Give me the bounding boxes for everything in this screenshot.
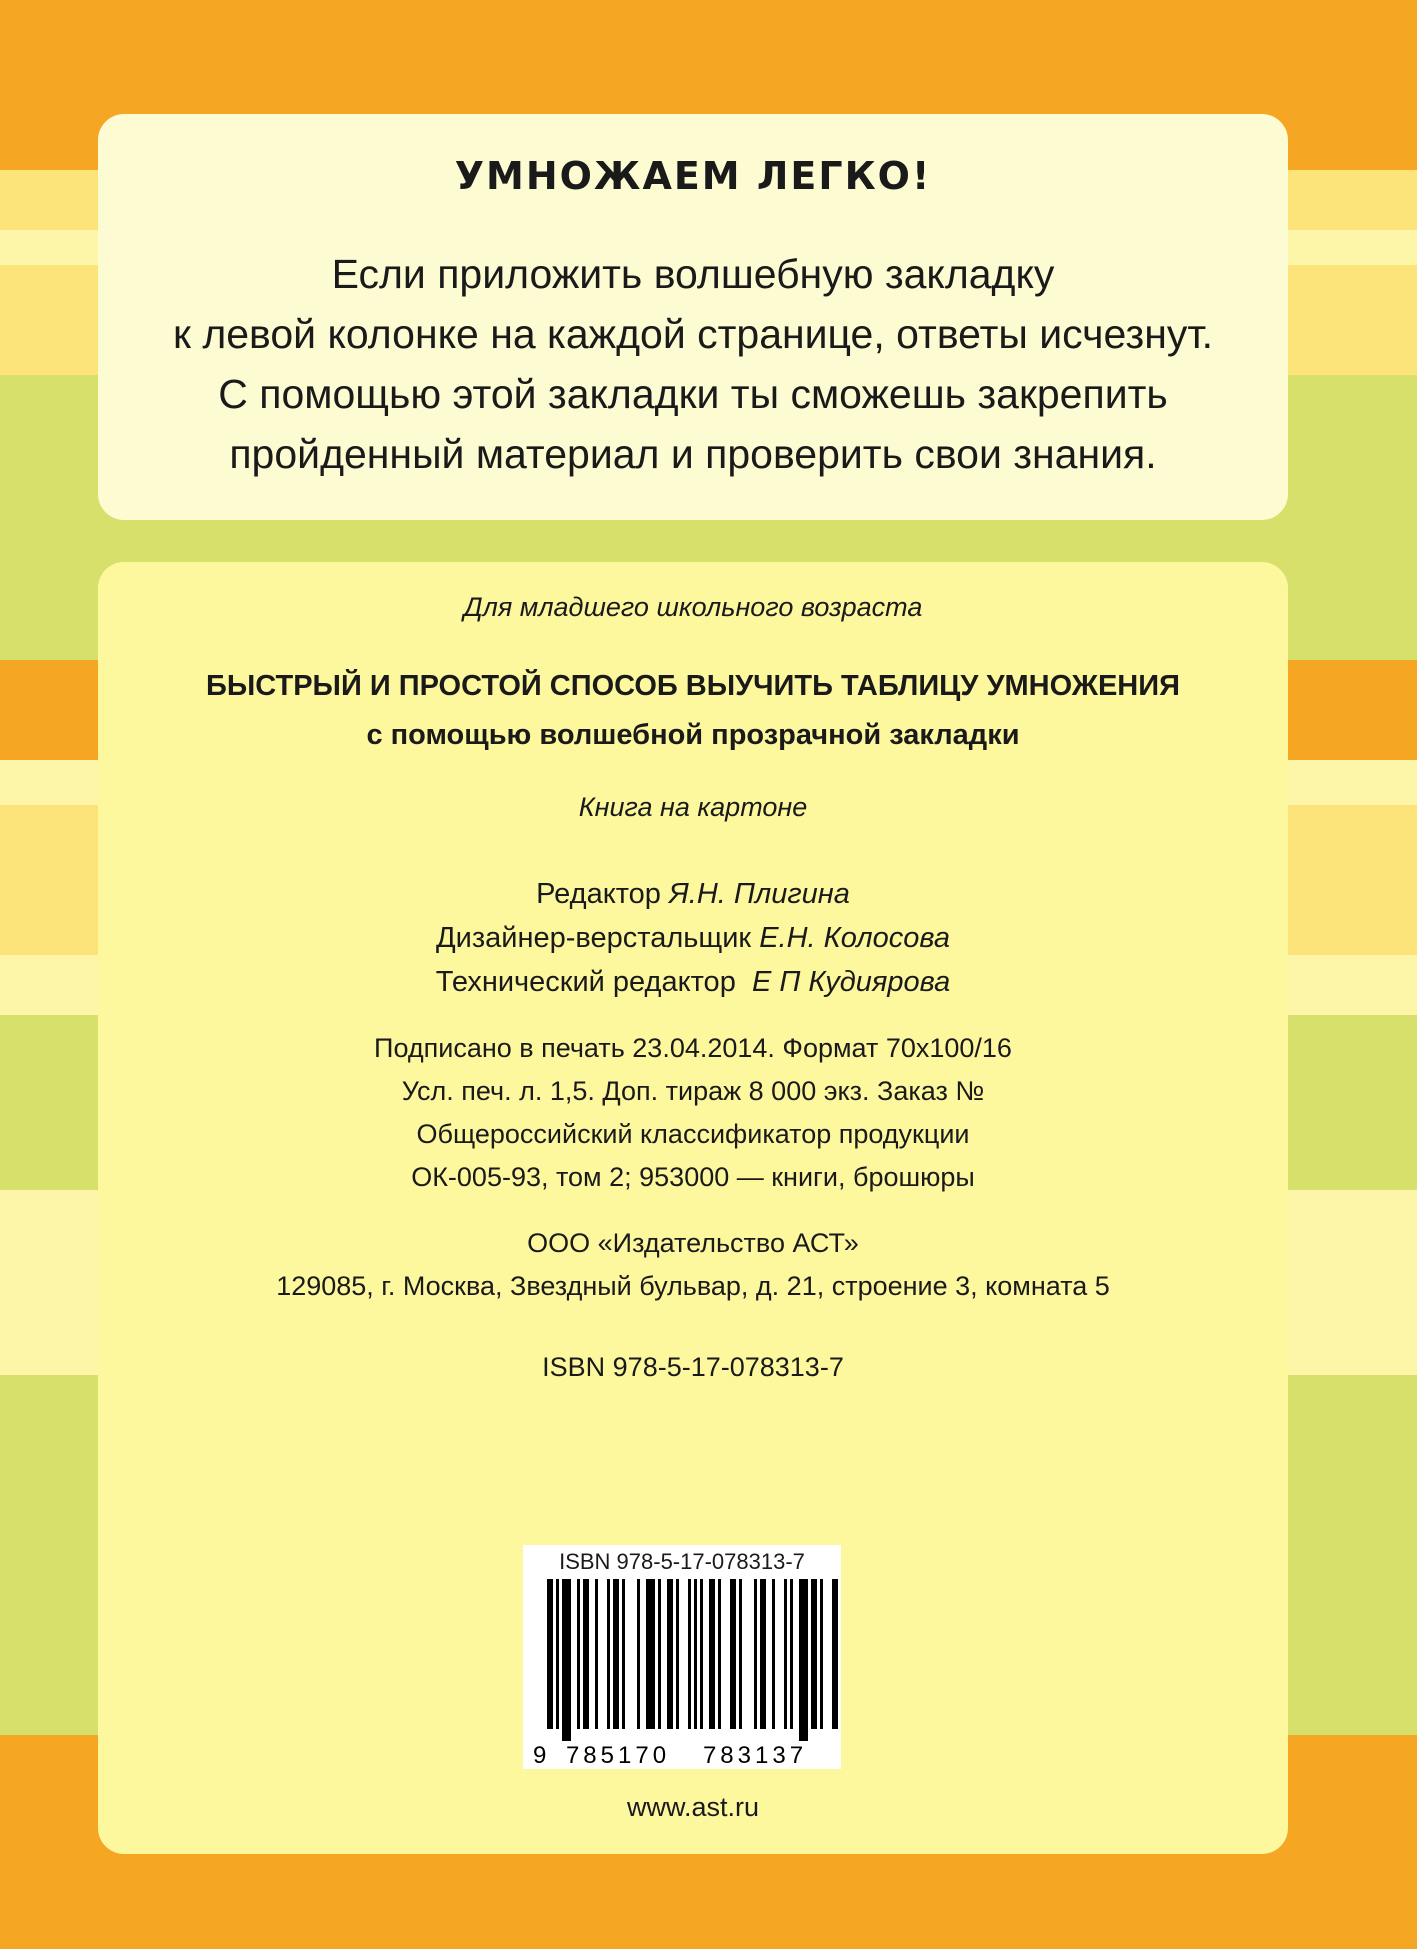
publisher-address: 129085, г. Москва, Звездный бульвар, д. 21, строение 3, комната 5 xyxy=(276,1271,1110,1301)
binding-type: Книга на картоне xyxy=(578,792,808,822)
book-title: БЫСТРЫЙ И ПРОСТОЙ СПОСОБ ВЫУЧИТЬ ТАБЛИЦУ УМНОЖЕНИЯ xyxy=(206,670,1180,702)
imprint-panel xyxy=(98,562,1288,1854)
barcode-bar xyxy=(790,1579,793,1729)
barcode-bar xyxy=(700,1579,703,1729)
barcode-bar xyxy=(556,1579,559,1729)
barcode-bar xyxy=(811,1579,817,1729)
credit-role: Дизайнер-верстальщик xyxy=(436,922,752,954)
barcode-bar xyxy=(676,1579,679,1729)
intro-text xyxy=(98,244,1288,484)
headline: УМНОЖАЕМ ЛЕГКО! xyxy=(454,154,932,198)
barcode-digits-left: 785170 xyxy=(565,1742,671,1769)
barcode-bar xyxy=(799,1579,808,1741)
barcode-bar xyxy=(667,1579,673,1729)
publisher-info xyxy=(98,1222,1288,1308)
print-line: Подписано в печать 23.04.2014. Формат 70x100/16 xyxy=(374,1033,1012,1063)
credit-tech-editor xyxy=(98,960,1288,1004)
print-line: Общероссийский классификатор продукции xyxy=(416,1119,970,1149)
barcode-bar xyxy=(820,1579,823,1729)
credits xyxy=(98,872,1288,1004)
barcode xyxy=(523,1545,841,1769)
barcode-bar xyxy=(658,1579,661,1729)
intro-line: к левой колонке на каждой странице, ответы исчезнут. xyxy=(173,311,1213,357)
book-subtitle: с помощью волшебной прозрачной закладки xyxy=(366,719,1020,751)
barcode-bar xyxy=(754,1579,757,1729)
barcode-bar xyxy=(718,1579,721,1729)
publisher-name: ООО «Издательство АСТ» xyxy=(527,1228,859,1258)
barcode-bar xyxy=(622,1579,625,1729)
credit-name: Я.Н. Плигина xyxy=(669,878,850,910)
barcode-bar xyxy=(709,1579,715,1729)
barcode-bar xyxy=(760,1579,766,1729)
barcode-digit-prefix: 9 xyxy=(533,1742,547,1769)
print-info xyxy=(98,1027,1288,1199)
barcode-bar xyxy=(583,1579,589,1729)
barcode-graphic xyxy=(523,1579,841,1769)
age-group: Для младшего школьного возраста xyxy=(463,592,923,622)
print-line: ОК-005-93, том 2; 953000 — книги, брошюры xyxy=(411,1162,975,1192)
barcode-bar xyxy=(694,1579,697,1729)
print-line: Усл. печ. л. 1,5. Доп. тираж 8 000 экз. Заказ № xyxy=(401,1076,985,1106)
barcode-bar xyxy=(832,1579,838,1729)
credit-editor xyxy=(98,872,1288,916)
barcode-bar xyxy=(562,1579,571,1741)
barcode-bar xyxy=(637,1579,640,1729)
barcode-bar xyxy=(613,1579,619,1729)
intro-line: С помощью этой закладки ты сможешь закрепить xyxy=(218,371,1168,417)
credit-role: Редактор xyxy=(536,878,661,910)
barcode-bar xyxy=(646,1579,655,1729)
credit-name: Е.Н. Колосова xyxy=(759,922,950,954)
barcode-bar xyxy=(688,1579,691,1729)
intro-panel xyxy=(98,114,1288,520)
credit-name: Е П Кудиярова xyxy=(751,966,951,998)
barcode-bar xyxy=(730,1579,736,1729)
barcode-bar xyxy=(595,1579,598,1729)
credit-role: Технический редактор xyxy=(435,966,736,998)
isbn-text: ISBN 978-5-17-078313-7 xyxy=(542,1352,844,1382)
intro-line: пройденный материал и проверить свои знания. xyxy=(229,431,1157,477)
barcode-bar xyxy=(784,1579,787,1729)
intro-line: Если приложить волшебную закладку xyxy=(331,251,1055,297)
barcode-bar xyxy=(547,1579,553,1729)
barcode-digits-right: 783137 xyxy=(702,1742,808,1769)
barcode-bar xyxy=(772,1579,775,1729)
credit-designer xyxy=(98,916,1288,960)
barcode-isbn-label: ISBN 978-5-17-078313-7 xyxy=(559,1549,805,1574)
barcode-bar xyxy=(607,1579,610,1729)
barcode-bar xyxy=(577,1579,580,1729)
website-url[interactable]: www.ast.ru xyxy=(626,1792,760,1822)
barcode-bar xyxy=(739,1579,742,1729)
